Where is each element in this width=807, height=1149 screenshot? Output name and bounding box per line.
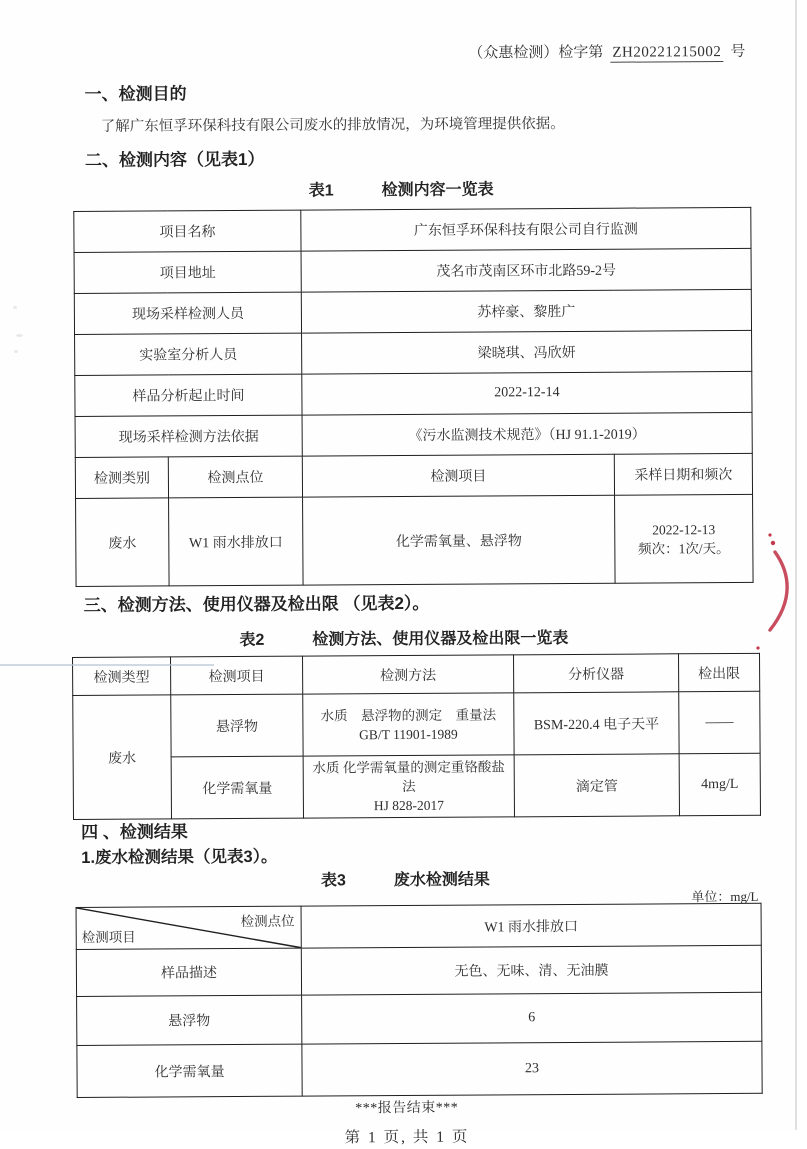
table2-item-cell: 悬浮物 [171,694,303,757]
table2-method-cell [303,693,514,756]
table1-header-date: 采样日期和频次 [614,453,752,495]
table2-caption-number: 表2 [239,631,265,649]
method-standard: HJ 828-2017 [373,797,445,814]
table3-caption-number: 表3 [320,872,346,890]
table-row [74,248,751,293]
table2-method-cell [303,755,514,818]
table1-label-cell: 项目名称 [74,210,301,252]
doc-number-suffix: 号 [730,43,746,60]
table1-caption-text: 检测内容一览表 [381,181,494,200]
table1-data-row [76,494,754,586]
method-name: 水质 化学需氧量的测定重铬酸盐法 [312,759,505,795]
table3-value-cell: 无色、无味、清、无油膜 [301,945,761,995]
table1-items-cell: 化学需氧量、悬浮物 [303,495,616,585]
table1-label-cell: 实验室分析人员 [75,333,302,375]
doc-number-line [0,42,745,67]
table2-header-method: 检测方法 [303,655,514,694]
table1-value-cell: 广东恒孚环保科技有限公司自行监测 [301,207,751,251]
table3-header-row [76,903,761,949]
report-end-mark: ***报告结束*** [355,1100,459,1117]
table2-instrument-cell: 滴定管 [514,754,679,817]
table1-value-cell: 2022-12-14 [302,371,752,415]
scan-speck [13,306,17,309]
page-number: 第 1 页, 共 1 页 [344,1128,470,1147]
table2-header-item: 检测项目 [171,656,303,695]
sampling-date: 2022-12-13 [652,521,716,537]
table1-point-cell: W1 雨水排放口 [169,497,304,586]
table1-value-cell: 苏梓豪、黎胜广 [301,289,751,333]
table2-header-row [73,653,760,695]
table1-header-category: 检测类别 [75,457,168,499]
table1-caption-number: 表1 [308,182,334,200]
scan-fold-line [0,664,214,666]
table1-value-cell: 《污水监测技术规范》（HJ 91.1-2019） [302,412,752,456]
table-row [74,207,751,252]
table3-caption-text: 废水检测结果 [393,871,490,890]
table2-header-limit: 检出限 [678,653,759,691]
table1-date-cell [615,494,754,583]
table1-label-cell: 现场采样检测方法依据 [75,415,302,457]
section-2-title: 二、检测内容（见表1） [84,149,265,170]
table1-header-point: 检测点位 [168,456,302,498]
table3-label-cell: 悬浮物 [77,995,302,1045]
table3-diagonal-cell [76,906,301,949]
table3-value-cell: 6 [302,992,762,1044]
red-pen-mark [750,528,800,653]
table1-label-cell: 项目地址 [74,251,301,293]
diagonal-bottom-label: 检测项目 [81,929,136,945]
table2-instrument-cell: BSM-220.4 电子天平 [514,692,679,755]
table2-header-instrument: 分析仪器 [514,654,679,693]
section-1-body: 了解广东恒孚环保科技有限公司废水的排放情况，为环境管理提供依据。 [100,115,565,135]
section-1-title: 一、检测目的 [84,84,187,104]
doc-number: ZH20221215002 [610,44,723,63]
table-row [74,289,751,334]
table-row [75,330,752,375]
table2-category-cell: 废水 [73,695,172,820]
table3-value-cell: 23 [302,1041,762,1096]
table-row [77,992,762,1045]
table1-test-content [73,207,753,587]
scan-speck [16,334,23,337]
scan-speck [14,350,18,353]
table2-methods-instruments [72,653,761,820]
table-row [73,691,760,757]
table-row [75,371,752,416]
table2-item-cell: 化学需氧量 [171,756,303,819]
table-row [77,1041,762,1097]
table1-value-cell: 梁晓琪、冯欣妍 [302,330,752,374]
table2-caption-text: 检测方法、使用仪器及检出限一览表 [312,629,569,649]
doc-number-prefix: （众惠检测）检字第 [468,44,604,62]
table3-label-cell: 样品描述 [76,948,301,996]
table3-results [76,903,763,1098]
table2-limit-cell: 4mg/L [679,753,760,815]
section-3-title: 三、检测方法、使用仪器及检出限 （见表2）。 [83,593,430,615]
table1-header-row [75,453,752,498]
table-row [73,753,760,819]
unit-label: 单位：mg/L [691,888,759,905]
table1-value-cell: 茂名市茂南区环市北路59-2号 [301,248,751,292]
table1-caption [1,178,801,205]
table2-caption [4,627,804,654]
sampling-frequency: 频次：1次/天。 [638,540,730,557]
section-4-title: 四 、检测结果 [81,822,188,842]
table2-limit-cell: —— [679,691,760,753]
table3-point-header: W1 雨水排放口 [301,903,761,948]
method-name: 水质 悬浮物的测定 重量法 [320,706,497,723]
table2-header-type: 检测类型 [73,657,171,696]
table-row [76,945,761,996]
method-standard: GB/T 11901-1989 [359,726,458,742]
section-4-subtitle: 1.废水检测结果（见表3）。 [81,847,278,867]
table1-label-cell: 现场采样检测人员 [74,292,301,334]
table1-label-cell: 样品分析起止时间 [75,374,302,416]
diagonal-top-label: 检测点位 [240,913,295,929]
table3-label-cell: 化学需氧量 [77,1044,302,1097]
table-row [75,412,752,457]
table1-header-items: 检测项目 [302,454,614,497]
table1-category-cell: 废水 [76,498,170,587]
